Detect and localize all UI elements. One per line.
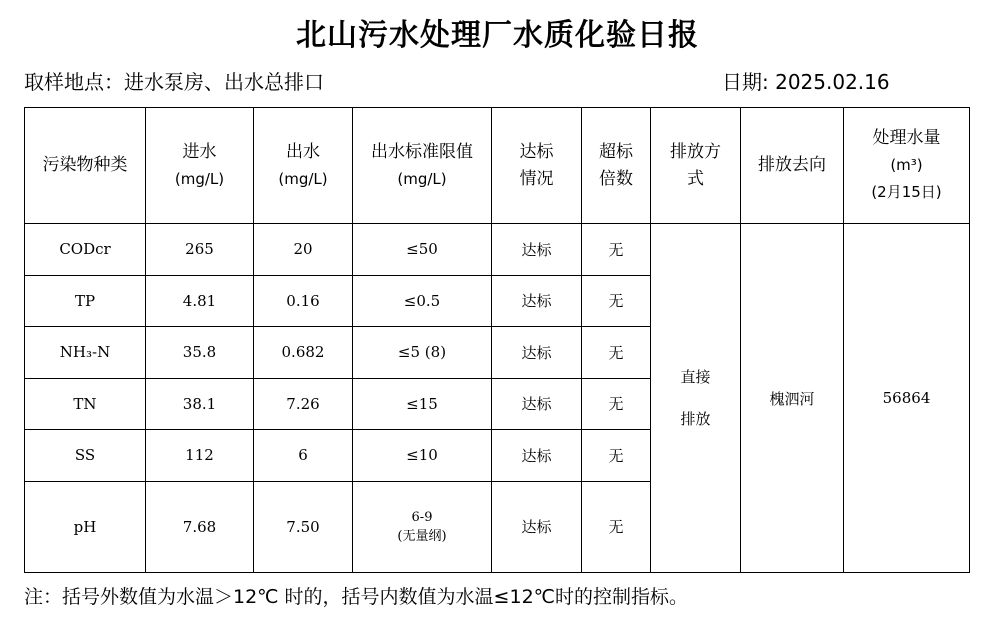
- row-standard: ≤5 (8): [353, 327, 492, 379]
- row-outflow: 20: [254, 224, 353, 276]
- row-exceed: 无: [582, 430, 651, 482]
- row-name: pH: [25, 481, 146, 572]
- header-inflow: 进水 (mg/L): [146, 108, 254, 224]
- row-inflow: 35.8: [146, 327, 254, 379]
- row-inflow: 38.1: [146, 378, 254, 430]
- row-status: 达标: [492, 327, 582, 379]
- row-status: 达标: [492, 481, 582, 572]
- discharge-method: 直接 排放: [651, 224, 741, 573]
- row-exceed: 无: [582, 275, 651, 327]
- standard-range: 6-9: [411, 509, 433, 525]
- standard-note: (无量纲): [397, 528, 447, 544]
- row-status: 达标: [492, 430, 582, 482]
- row-name: SS: [25, 430, 146, 482]
- row-outflow: 0.682: [254, 327, 353, 379]
- row-name: CODcr: [25, 224, 146, 276]
- table-row: [25, 224, 970, 276]
- sampling-location: 取样地点：进水泵房、出水总排口: [24, 70, 324, 94]
- row-exceed: 无: [582, 224, 651, 276]
- header-compliance: 达标 情况: [492, 108, 582, 224]
- row-name: NH₃-N: [25, 327, 146, 379]
- row-standard: [353, 481, 492, 572]
- row-standard: ≤50: [353, 224, 492, 276]
- header-volume: 处理水量 (m³) (2月15日): [844, 108, 970, 224]
- footnote: 注：括号外数值为水温＞12℃ 时的，括号内数值为水温≤12℃时的控制指标。: [24, 586, 688, 608]
- row-exceed: 无: [582, 378, 651, 430]
- row-inflow: 7.68: [146, 481, 254, 572]
- row-status: 达标: [492, 224, 582, 276]
- row-exceed: 无: [582, 481, 651, 572]
- report-date: 日期: 2025.02.16: [722, 70, 890, 94]
- header-exceed: 超标 倍数: [582, 108, 651, 224]
- discharge-destination: 槐泗河: [741, 224, 844, 573]
- row-outflow: 7.26: [254, 378, 353, 430]
- header-outflow: 出水 (mg/L): [254, 108, 353, 224]
- water-quality-table: [24, 107, 970, 573]
- report-title: 北山污水处理厂水质化验日报: [296, 18, 699, 53]
- row-inflow: 4.81: [146, 275, 254, 327]
- row-name: TN: [25, 378, 146, 430]
- row-inflow: 112: [146, 430, 254, 482]
- row-status: 达标: [492, 275, 582, 327]
- table-header-row: [25, 108, 970, 224]
- row-standard: ≤0.5: [353, 275, 492, 327]
- header-pollutant: 污染物种类: [25, 108, 146, 224]
- row-outflow: 7.50: [254, 481, 353, 572]
- row-status: 达标: [492, 378, 582, 430]
- row-outflow: 6: [254, 430, 353, 482]
- row-standard: ≤15: [353, 378, 492, 430]
- header-destination: 排放去向: [741, 108, 844, 224]
- treated-volume: 56864: [844, 224, 970, 573]
- row-name: TP: [25, 275, 146, 327]
- row-outflow: 0.16: [254, 275, 353, 327]
- row-standard: ≤10: [353, 430, 492, 482]
- row-exceed: 无: [582, 327, 651, 379]
- row-inflow: 265: [146, 224, 254, 276]
- header-discharge-method: 排放方 式: [651, 108, 741, 224]
- header-standard: 出水标准限值 (mg/L): [353, 108, 492, 224]
